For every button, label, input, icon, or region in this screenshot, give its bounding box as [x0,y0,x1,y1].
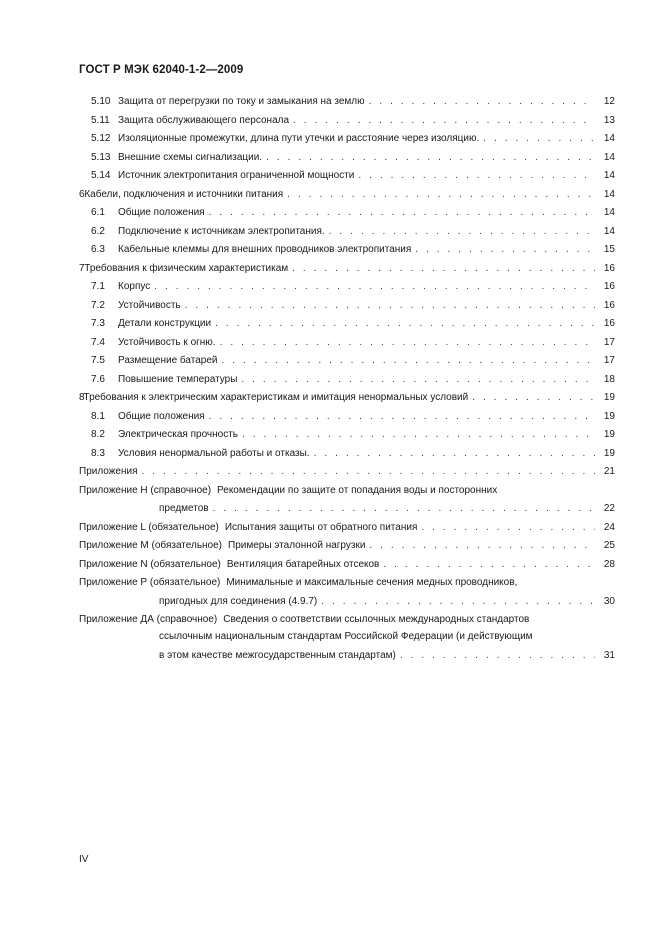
toc-entry[interactable] [79,334,615,353]
toc-entry-label: Устойчивость к огню. [118,336,216,348]
toc-entry-label: Детали конструкции [118,318,212,329]
dot-leader [287,186,595,205]
annex-title-line: Испытания защиты от обратного питания [224,521,418,533]
toc-entry-label: Требования к физическим характеристикам [84,262,289,274]
annex-title-line: в этом качестве межгосударственным стандартам) [159,649,396,661]
annex-page: 25 [603,540,615,551]
toc-entry[interactable] [79,445,615,464]
toc-entry-label: Подключение к источникам электропитания. [118,225,325,237]
toc-entry[interactable] [79,167,615,186]
toc-annex-entry[interactable] [79,556,615,575]
toc-annex-entry[interactable] [79,537,615,556]
dot-leader [483,130,595,149]
dot-leader [215,315,595,334]
annex-prefix: Приложение L (обязательное) [79,521,219,533]
toc-entry[interactable] [79,426,615,445]
annex-prefix: Приложение М (обязательное) [79,540,222,551]
toc-entry-number: 5.13 [91,151,111,163]
annex-prefix: Приложение Н (справочное) [79,484,212,496]
dot-leader [266,149,595,168]
dot-leader [209,204,595,223]
dot-leader [185,297,595,316]
toc-entry-number: 8.2 [91,429,105,440]
toc-entry[interactable] [79,297,615,316]
toc-entry-page: 16 [603,281,615,292]
dot-leader [321,593,595,612]
toc-entry-page: 14 [603,225,615,237]
toc-entry-page: 17 [603,336,615,348]
toc-entry-number: 5.10 [91,96,111,107]
toc-entry-label: Общие положения [118,207,205,218]
toc-entry-page: 16 [603,262,615,274]
toc-entry-label: Общие положения [118,410,205,422]
dot-leader [154,278,595,297]
annex-title-line: пригодных для соединения (4.9.7) [159,595,318,607]
annex-title-line: Вентиляция батарейных отсеков [226,558,380,570]
toc-entry-number: 7.5 [91,355,105,366]
toc-entry[interactable] [79,315,615,334]
toc-entry-label: Кабели, подключения и источники питания [84,188,284,200]
annex-title-line: Сведения о соответствии ссылочных международных стандартов [223,614,530,625]
dot-leader [209,408,595,427]
toc-entry[interactable] [79,371,615,390]
toc-entry-label: Электрическая прочность [118,429,238,440]
toc-entry-page: 16 [603,299,615,311]
toc-entry-number: 5.11 [91,114,110,126]
toc-entry-label: Источник электропитания ограниченной мощности [118,170,355,181]
toc-entry-label: Внешние схемы сигнализации. [118,151,263,163]
dot-leader [421,519,595,538]
annex-title-line: Примеры эталонной нагрузки [228,540,366,551]
toc-entry-number: 7 [79,262,85,274]
toc-entry[interactable] [79,186,615,205]
dot-leader [241,371,595,390]
toc-entry-page: 16 [603,318,615,329]
dot-leader [472,389,595,408]
dot-leader [213,500,595,519]
toc-entry-label: Защита обслуживающего персонала [118,114,290,126]
annex-page: 31 [603,649,615,661]
annex-prefix: Приложение Р (обязательное) [79,577,221,588]
toc-entry-number: 7.2 [91,299,105,311]
dot-leader [383,556,595,575]
toc-entry-number: 8 [79,392,85,403]
toc-entry[interactable] [79,352,615,371]
toc-entry-page: 21 [603,466,615,477]
toc-annex-entry[interactable] [79,482,615,519]
dot-leader [314,445,595,464]
toc-entry[interactable] [79,223,615,242]
toc-entry-number: 8.1 [91,410,105,422]
toc-entry-page: 15 [603,244,615,255]
toc-annex-entry[interactable] [79,611,615,665]
toc-entry-page: 19 [603,410,615,422]
toc-entry-number: 7.1 [91,281,105,292]
toc-entry-label: Повышение температуры [118,373,238,385]
toc-entry-number: 7.3 [91,318,105,329]
dot-leader [415,241,595,260]
toc-entry[interactable] [79,408,615,427]
toc-entry[interactable] [79,241,615,260]
annex-page: 28 [603,558,615,570]
annex-prefix: Приложение N (обязательное) [79,558,221,570]
annex-title-line: Рекомендации по защите от попадания воды и посторонних [217,484,498,496]
page-number: IV [79,854,89,865]
toc-entry-number: 5.12 [91,133,111,144]
dot-leader [400,647,595,666]
toc-entry-page: 14 [603,188,615,200]
toc-entry-page: 14 [603,207,615,218]
toc-entry-label: Условия ненормальной работы и отказы. [118,447,310,459]
annex-page: 22 [603,503,615,514]
toc-entry-number: 8.3 [91,447,105,459]
toc-entry[interactable] [79,389,615,408]
toc-entry[interactable] [79,260,615,279]
toc-entry-label: Приложения [79,466,138,477]
annex-title-line: предметов [159,503,209,514]
annex-page: 24 [603,521,615,533]
toc-entry[interactable] [79,463,615,482]
toc-entry-number: 5.14 [91,170,111,181]
toc-entry-page: 19 [603,447,615,459]
toc-entry-label: Изоляционные промежутки, длина пути утечки и расстояние через изоляцию. [118,133,480,144]
toc-entry-page: 19 [603,429,615,440]
dot-leader [369,537,595,556]
toc-entry-page: 14 [603,170,615,181]
annex-page: 30 [603,595,615,607]
toc-entry[interactable] [79,130,615,149]
dot-leader [242,426,595,445]
annex-title-line: Минимальные и максимальные сечения медных проводников, [226,577,518,588]
dot-leader [358,167,595,186]
toc-entry-number: 6.3 [91,244,105,255]
toc-entry[interactable] [79,204,615,223]
annex-prefix: Приложение ДА (справочное) [79,614,218,625]
toc-entry-page: 17 [603,355,615,366]
toc-entry[interactable] [79,112,615,131]
toc-entry-page: 14 [603,151,615,163]
dot-leader [292,260,595,279]
document-header: ГОСТ Р МЭК 62040-1-2—2009 [79,64,244,76]
toc-entry-number: 7.4 [91,336,105,348]
toc-entry-page: 13 [603,114,615,126]
toc-entry[interactable] [79,278,615,297]
toc-annex-entry[interactable] [79,519,615,538]
toc-entry-number: 6 [79,188,85,200]
dot-leader [293,112,595,131]
toc-entry-page: 14 [603,133,615,144]
toc-entry-label: Защита от перегрузки по току и замыкания на землю [118,96,365,107]
toc-entry-number: 7.6 [91,373,105,385]
toc-entry-page: 12 [603,96,615,107]
toc-entry[interactable] [79,93,615,112]
toc-entry-page: 19 [603,392,615,403]
dot-leader [329,223,595,242]
toc-entry[interactable] [79,149,615,168]
toc-entry-label: Размещение батарей [118,355,218,366]
toc-entry-page: 18 [603,373,615,385]
toc-entry-label: Корпус [118,281,151,292]
dot-leader [369,93,595,112]
toc-entry-label: Кабельные клеммы для внешних проводников электропитания [118,244,412,255]
toc-entry-number: 6.2 [91,225,105,237]
annex-title-line: ссылочным национальным стандартам Российской Федерации (и действующим [159,631,533,642]
toc-entry-label: Требования к электрическим характеристикам и имитация ненормальных условий [83,392,469,403]
dot-leader [142,463,595,482]
table-of-contents [79,93,615,665]
toc-entry-label: Устойчивость [118,299,181,311]
toc-entry-number: 6.1 [91,207,105,218]
dot-leader [220,334,595,353]
dot-leader [222,352,595,371]
toc-annex-entry[interactable] [79,574,615,611]
